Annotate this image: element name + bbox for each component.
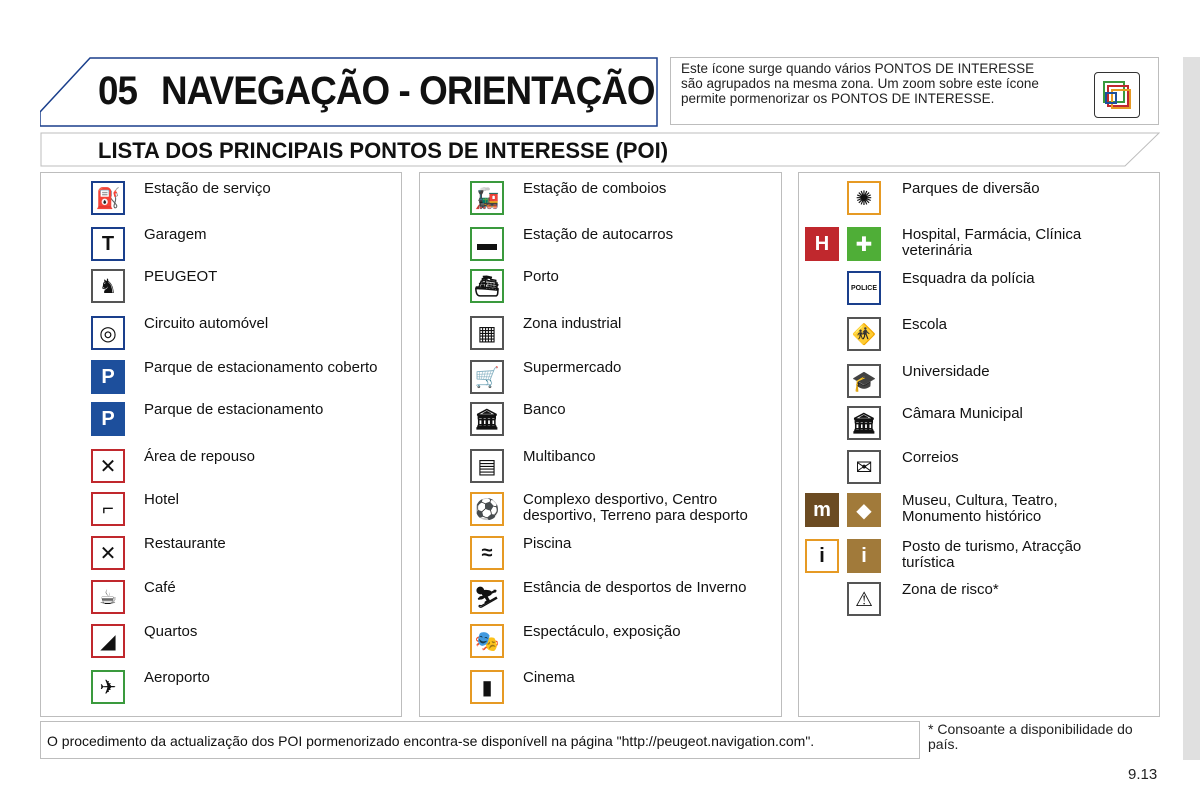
poi-label: PEUGEOT	[144, 268, 218, 285]
restaurant-icon: ✕	[91, 536, 125, 570]
poi-cluster-note-text: Este ícone surge quando vários PONTOS DE INTERESSE são agrupados na mesma zona. Um zoom sobre este ícone permite pormenorizar os PONTOS DE INTERESSE.	[681, 61, 1039, 106]
pharmacy-cross-icon: ✚	[847, 227, 881, 261]
monument-icon: ◆	[847, 493, 881, 527]
poi-label: Aeroporto	[144, 669, 210, 686]
peugeot-lion-icon: ♞	[91, 269, 125, 303]
poi-label: Piscina	[523, 535, 572, 552]
poi-label: Esquadra da polícia	[902, 270, 1035, 287]
poi-label: Multibanco	[523, 448, 596, 465]
covered-parking-icon: P	[91, 360, 125, 394]
poi-label: Supermercado	[523, 359, 622, 376]
poi-label: Circuito automóvel	[144, 315, 269, 332]
poi-label: Correios	[902, 449, 959, 466]
hospital-pharmacy-icon: H	[805, 227, 839, 261]
chapter-number: 05	[98, 69, 138, 113]
availability-note: * Consoante a disponibilidade do país.	[928, 721, 1133, 752]
poi-cluster-note	[670, 57, 1159, 125]
port-ship-icon: ⛴	[470, 269, 504, 303]
poi-column-3	[798, 172, 1160, 717]
poi-label: Restaurante	[144, 535, 226, 552]
poi-label: Escola	[902, 316, 948, 333]
race-circuit-icon: ◎	[91, 316, 125, 350]
parking-icon: P	[91, 402, 125, 436]
hotel-bed-icon: ⌐	[91, 492, 125, 526]
poi-label: Quartos	[144, 623, 198, 640]
poi-column-1	[40, 172, 402, 717]
poi-label: Parque de estacionamento coberto	[144, 359, 378, 376]
ferris-wheel-icon: ✺	[847, 181, 881, 215]
atm-icon: ▤	[470, 449, 504, 483]
wrench-icon: T	[91, 227, 125, 261]
poi-label: Parque de estacionamento	[144, 401, 324, 418]
rooms-icon: ◢	[91, 624, 125, 658]
poi-label: Estância de desportos de Inverno	[523, 579, 747, 596]
poi-label: Museu, Cultura, Teatro, Monumento histórico	[902, 492, 1058, 525]
swimming-pool-icon: ≈	[470, 536, 504, 570]
coffee-cup-icon: ☕	[91, 580, 125, 614]
poi-label: Complexo desportivo, Centro desportivo, Terreno para desporto	[523, 491, 748, 524]
poi-label: Garagem	[144, 226, 207, 243]
page-side-tab	[1183, 57, 1200, 760]
poi-label: Parques de diversão	[902, 180, 1040, 197]
ski-resort-icon: ⛷	[470, 580, 504, 614]
sports-complex-icon: ⚽	[470, 492, 504, 526]
poi-label: Espectáculo, exposição	[523, 623, 681, 640]
poi-label: Zona de risco*	[902, 581, 999, 598]
university-icon: 🎓	[847, 364, 881, 398]
info-icon: i	[847, 539, 881, 573]
fuel-pump-icon: ⛽	[91, 181, 125, 215]
theatre-masks-icon: 🎭	[470, 624, 504, 658]
poi-label: Estação de autocarros	[523, 226, 674, 243]
school-children-icon: 🚸	[847, 317, 881, 351]
poi-label: Posto de turismo, Atracção turística	[902, 538, 1082, 571]
shopping-cart-icon: 🛒	[470, 360, 504, 394]
poi-list-title: LISTA DOS PRINCIPAIS PONTOS DE INTERESSE (POI)	[98, 138, 669, 163]
poi-label: Zona industrial	[523, 315, 622, 332]
tourist-info-icon: i	[805, 539, 839, 573]
poi-label: Cinema	[523, 669, 575, 686]
poi-label: Hospital, Farmácia, Clínica veterinária	[902, 226, 1082, 259]
poi-label: Estação de comboios	[523, 180, 667, 197]
poi-label: Porto	[523, 268, 559, 285]
industrial-zone-icon: ▦	[470, 316, 504, 350]
poi-label: Área de repouso	[144, 448, 255, 465]
poi-column-2	[419, 172, 782, 717]
poi-update-note	[40, 721, 920, 759]
poi-label: Câmara Municipal	[902, 405, 1023, 422]
town-hall-icon: 🏛	[847, 406, 881, 440]
poi-update-text: O procedimento da actualização dos POI pormenorizado encontra-se disponívell na página "http://peugeot.navigation.com".	[47, 733, 815, 749]
rest-area-icon: ✕	[91, 449, 125, 483]
bus-station-icon: ▬	[470, 227, 504, 261]
bank-icon: 🏛	[470, 402, 504, 436]
risk-zone-warning-icon: ⚠	[847, 582, 881, 616]
train-station-icon: 🚂	[470, 181, 504, 215]
cinema-film-icon: ▮	[470, 670, 504, 704]
police-icon: POLICE	[847, 271, 881, 305]
poi-label: Banco	[523, 401, 566, 418]
airplane-icon: ✈	[91, 670, 125, 704]
poi-cluster-icon	[1094, 72, 1140, 118]
poi-list-heading	[40, 132, 1160, 167]
chapter-header	[40, 57, 658, 127]
post-office-envelope-icon: ✉	[847, 450, 881, 484]
poi-label: Hotel	[144, 491, 180, 508]
poi-label: Café	[144, 579, 176, 596]
poi-label: Universidade	[902, 363, 990, 380]
chapter-name: NAVEGAÇÃO - ORIENTAÇÃO	[161, 69, 655, 113]
page-number: 9.13	[1128, 766, 1158, 783]
chapter-title	[98, 69, 655, 114]
museum-monument-icon: m	[805, 493, 839, 527]
poi-label: Estação de serviço	[144, 180, 271, 197]
